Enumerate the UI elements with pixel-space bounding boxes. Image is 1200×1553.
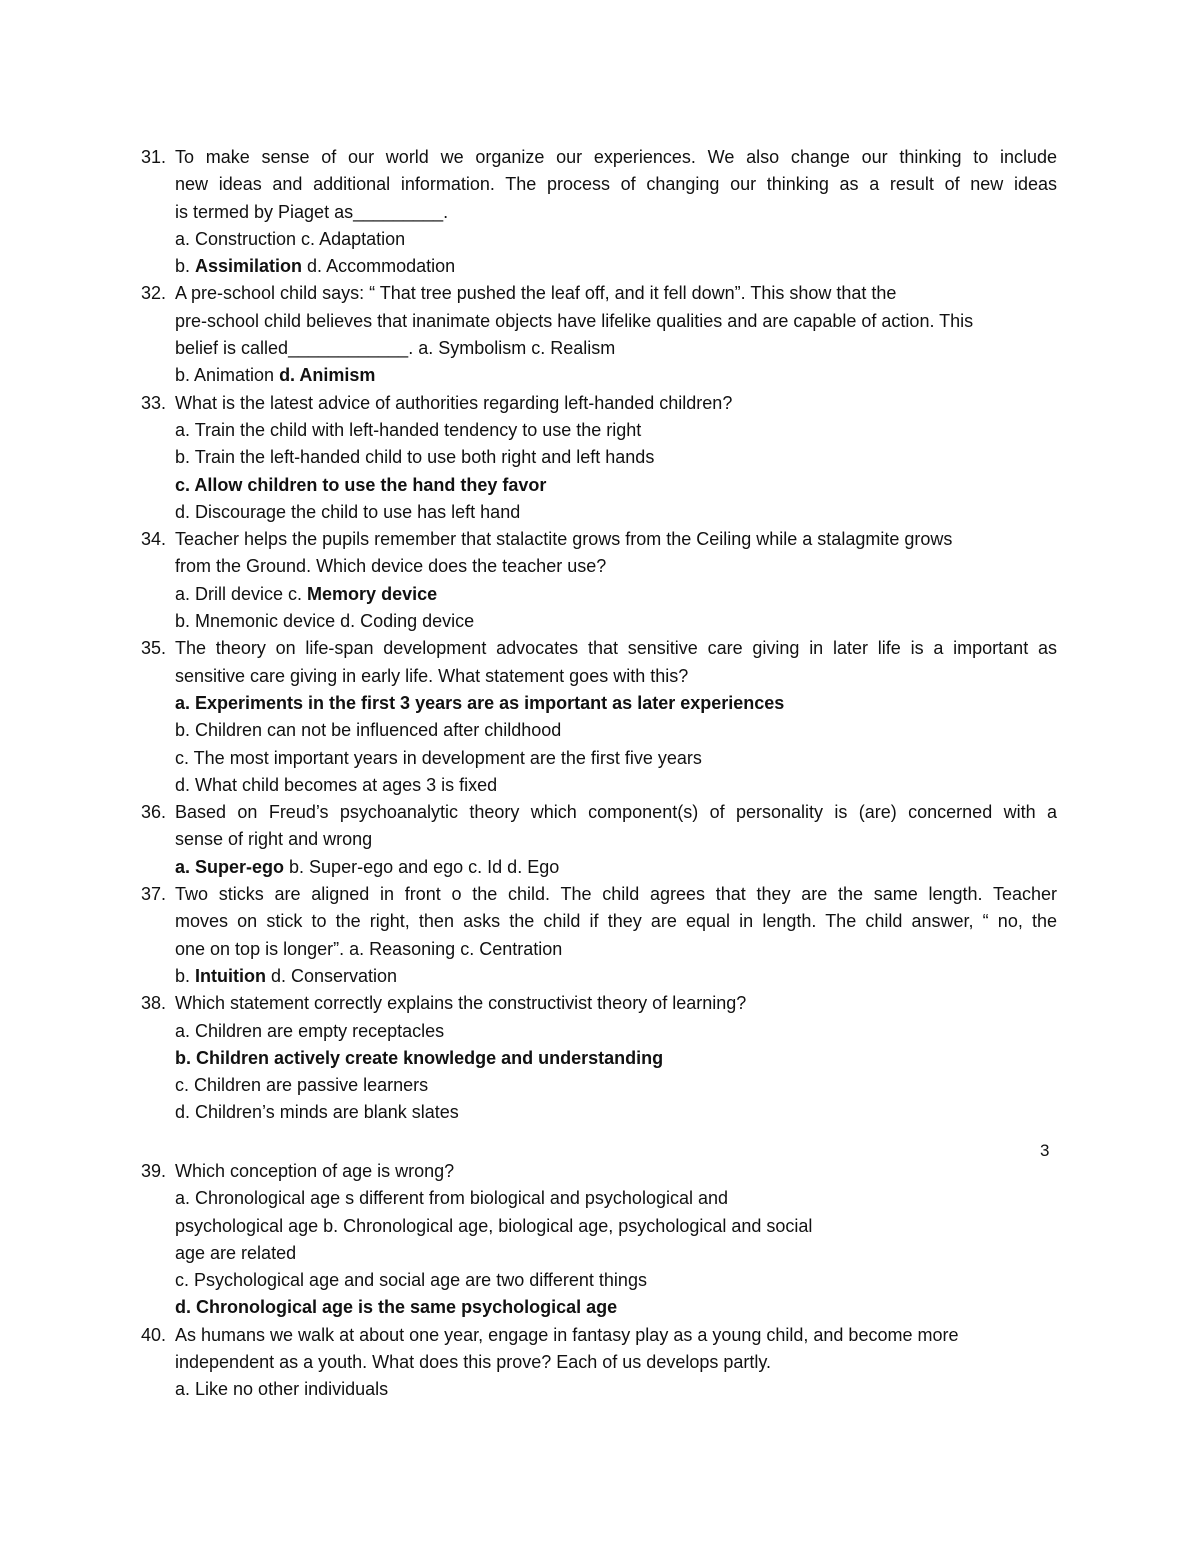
line-text bbox=[175, 280, 896, 307]
page-number: 3 bbox=[1040, 1141, 1050, 1160]
line-text bbox=[175, 581, 437, 608]
question-34-line bbox=[0, 553, 1200, 580]
answer-text-bold: Assimilation bbox=[195, 256, 303, 277]
line-text bbox=[175, 936, 562, 963]
question-31-line bbox=[0, 226, 1200, 253]
line-text bbox=[175, 1267, 647, 1294]
line-text bbox=[175, 1240, 296, 1267]
line-text bbox=[175, 335, 615, 362]
question-number: 35. bbox=[141, 638, 167, 659]
text-run: new ideas and additional information. The process of changing our thinking as a result of new ideas bbox=[175, 174, 1057, 195]
question-38-line bbox=[0, 1018, 1200, 1045]
text-run: The theory on life-span development advocates that sensitive care giving in later life is a important as bbox=[175, 638, 1057, 659]
line-text bbox=[175, 1045, 663, 1072]
line-text bbox=[175, 362, 375, 389]
answer-text-bold: a. Super-ego bbox=[175, 856, 285, 877]
line-text bbox=[175, 1158, 454, 1185]
text-run: d. Conservation bbox=[266, 965, 398, 986]
text-run: b. Train the left-handed child to use both right and left hands bbox=[175, 447, 655, 468]
line-text bbox=[175, 663, 688, 690]
question-38-line bbox=[0, 1045, 1200, 1072]
text-run: To make sense of our world we organize our experiences. We also change our thinking to include bbox=[175, 147, 1057, 167]
answer-text-bold: b. Children actively create knowledge and understanding bbox=[175, 1047, 664, 1068]
question-33-line bbox=[0, 472, 1200, 499]
text-run: c. The most important years in development are the first five years bbox=[175, 747, 702, 768]
question-39-line bbox=[0, 1267, 1200, 1294]
question-39-line bbox=[0, 1213, 1200, 1240]
question-number: 39. bbox=[141, 1161, 167, 1181]
line-text bbox=[175, 1294, 617, 1321]
text-run: sense of right and wrong bbox=[175, 829, 373, 850]
question-39-line bbox=[0, 1185, 1200, 1212]
line-text bbox=[175, 199, 448, 226]
line-text bbox=[175, 1376, 388, 1403]
line-text bbox=[175, 772, 497, 799]
line-text bbox=[175, 553, 606, 580]
line-text bbox=[175, 390, 732, 417]
line-text bbox=[175, 226, 405, 253]
text-run: moves on stick to the right, then asks the child if they are equal in length. The child answer, “ no, the bbox=[175, 911, 1057, 932]
line-text bbox=[175, 745, 702, 772]
text-run: Which conception of age is wrong? bbox=[175, 1161, 455, 1181]
line-text bbox=[175, 1349, 771, 1376]
question-31-stem-line bbox=[0, 144, 1200, 171]
questions-block-top bbox=[0, 144, 1200, 1127]
text-run: independent as a youth. What does this prove? Each of us develops partly. bbox=[175, 1352, 772, 1373]
line-text bbox=[175, 1213, 812, 1240]
text-run: Two sticks are aligned in front o the child. The child agrees that they are the same length. Teacher bbox=[175, 884, 1057, 905]
line-text bbox=[175, 990, 746, 1017]
question-35-line bbox=[0, 717, 1200, 744]
question-35-line bbox=[0, 663, 1200, 690]
line-text bbox=[175, 690, 784, 717]
text-run: What is the latest advice of authorities regarding left-handed children? bbox=[175, 392, 733, 413]
text-run: a. Construction c. Adaptation bbox=[175, 228, 406, 249]
question-35-stem-line bbox=[0, 635, 1200, 662]
question-37-line bbox=[0, 936, 1200, 963]
line-text bbox=[175, 253, 455, 280]
text-run: Based on Freud’s psychoanalytic theory which component(s) of personality is (are) concerned with a bbox=[175, 802, 1057, 823]
line-text bbox=[175, 144, 1057, 171]
question-33-line bbox=[0, 499, 1200, 526]
question-39-line bbox=[0, 1240, 1200, 1267]
text-run: a. Children are empty receptacles bbox=[175, 1020, 445, 1041]
text-run: b. bbox=[175, 965, 196, 986]
question-35-line bbox=[0, 745, 1200, 772]
question-38-stem-line bbox=[0, 990, 1200, 1017]
text-run: b. Children can not be influenced after childhood bbox=[175, 720, 562, 741]
question-36-line bbox=[0, 826, 1200, 853]
text-run: a. Drill device c. bbox=[175, 583, 308, 604]
question-33-line bbox=[0, 417, 1200, 444]
line-text bbox=[175, 1099, 459, 1126]
question-40-line bbox=[0, 1349, 1200, 1376]
question-38-line bbox=[0, 1072, 1200, 1099]
text-run: A pre-school child says: “ That tree pushed the leaf off, and it fell down”. This show that the bbox=[175, 283, 897, 304]
question-31-line bbox=[0, 171, 1200, 198]
question-34-line bbox=[0, 608, 1200, 635]
question-40-line bbox=[0, 1376, 1200, 1403]
text-run: a. Chronological age s different from biological and psychological and bbox=[175, 1188, 729, 1209]
question-31-line bbox=[0, 199, 1200, 226]
question-number: 36. bbox=[141, 802, 167, 823]
question-39-stem-line bbox=[0, 1158, 1200, 1185]
question-35-line bbox=[0, 772, 1200, 799]
answer-text-bold: d. Animism bbox=[279, 365, 376, 386]
line-text bbox=[175, 717, 561, 744]
question-36-stem-line bbox=[0, 799, 1200, 826]
question-33-stem-line bbox=[0, 390, 1200, 417]
text-run: d. Discourage the child to use has left hand bbox=[175, 501, 521, 522]
question-37-line bbox=[0, 963, 1200, 990]
question-32-stem-line bbox=[0, 280, 1200, 307]
question-number: 33. bbox=[141, 392, 167, 413]
line-text bbox=[175, 635, 1057, 662]
text-run: d. What child becomes at ages 3 is fixed bbox=[175, 774, 498, 795]
line-text bbox=[175, 963, 397, 990]
question-number: 38. bbox=[141, 993, 167, 1014]
answer-text-bold: d. Chronological age is the same psychological age bbox=[175, 1297, 618, 1318]
line-text bbox=[175, 1185, 728, 1212]
line-text bbox=[175, 826, 372, 853]
question-32-line bbox=[0, 362, 1200, 389]
answer-text-bold: c. Allow children to use the hand they favor bbox=[175, 474, 547, 495]
question-number: 34. bbox=[141, 529, 167, 550]
answer-text-bold: Memory device bbox=[307, 583, 438, 604]
text-run: b. bbox=[175, 256, 196, 277]
text-run: pre-school child believes that inanimate objects have lifelike qualities and are capable of action. This bbox=[175, 310, 974, 331]
answer-text-bold: a. Experiments in the first 3 years are as important as later experiences bbox=[175, 692, 785, 713]
text-run: is termed by Piaget as_________. bbox=[175, 201, 449, 222]
text-run: c. Children are passive learners bbox=[175, 1075, 429, 1096]
line-text bbox=[175, 472, 546, 499]
question-number: 37. bbox=[141, 884, 167, 905]
line-text bbox=[175, 854, 559, 881]
question-40-stem-line bbox=[0, 1322, 1200, 1349]
text-run: from the Ground. Which device does the teacher use? bbox=[175, 556, 607, 577]
line-text bbox=[175, 881, 1057, 908]
question-33-line bbox=[0, 444, 1200, 471]
line-text bbox=[175, 799, 1057, 826]
question-number: 32. bbox=[141, 283, 167, 304]
line-text bbox=[175, 417, 641, 444]
questions-block-bottom bbox=[0, 1158, 1200, 1404]
line-text bbox=[175, 908, 1057, 935]
text-run: one on top is longer”. a. Reasoning c. Centration bbox=[175, 938, 563, 959]
text-run: psychological age b. Chronological age, biological age, psychological and social bbox=[175, 1215, 813, 1236]
question-37-line bbox=[0, 908, 1200, 935]
text-run: age are related bbox=[175, 1242, 297, 1263]
text-run: a. Train the child with left-handed tendency to use the right bbox=[175, 419, 642, 440]
line-text bbox=[175, 526, 952, 553]
answer-text-bold: Intuition bbox=[195, 965, 266, 986]
question-34-stem-line bbox=[0, 526, 1200, 553]
line-text bbox=[175, 499, 520, 526]
line-text bbox=[175, 1018, 444, 1045]
question-32-line bbox=[0, 335, 1200, 362]
text-run: b. Mnemonic device d. Coding device bbox=[175, 611, 475, 632]
text-run: As humans we walk at about one year, engage in fantasy play as a young child, and become more bbox=[175, 1324, 959, 1345]
text-run: Which statement correctly explains the constructivist theory of learning? bbox=[175, 993, 747, 1014]
question-39-line bbox=[0, 1294, 1200, 1321]
text-run: b. Animation bbox=[175, 365, 280, 386]
text-run: sensitive care giving in early life. What statement goes with this? bbox=[175, 665, 689, 686]
text-run: Teacher helps the pupils remember that stalactite grows from the Ceiling while a stalagmite grows bbox=[175, 529, 953, 550]
text-run: b. Super-ego and ego c. Id d. Ego bbox=[284, 856, 560, 877]
text-run: d. Accommodation bbox=[302, 256, 456, 277]
question-38-line bbox=[0, 1099, 1200, 1126]
text-run: c. Psychological age and social age are two different things bbox=[175, 1270, 647, 1291]
question-34-line bbox=[0, 581, 1200, 608]
question-35-line bbox=[0, 690, 1200, 717]
line-text bbox=[175, 171, 1057, 198]
line-text bbox=[175, 444, 654, 471]
line-text bbox=[175, 608, 474, 635]
line-text bbox=[175, 1322, 958, 1349]
question-32-line bbox=[0, 308, 1200, 335]
question-37-stem-line bbox=[0, 881, 1200, 908]
text-run: a. Like no other individuals bbox=[175, 1379, 389, 1400]
question-36-line bbox=[0, 854, 1200, 881]
line-text bbox=[175, 1072, 428, 1099]
text-run: belief is called____________. a. Symbolism c. Realism bbox=[175, 338, 616, 359]
question-number: 40. bbox=[141, 1324, 167, 1345]
line-text bbox=[175, 308, 973, 335]
text-run: d. Children’s minds are blank slates bbox=[175, 1102, 459, 1123]
question-number: 31. bbox=[141, 147, 167, 167]
question-31-line bbox=[0, 253, 1200, 280]
